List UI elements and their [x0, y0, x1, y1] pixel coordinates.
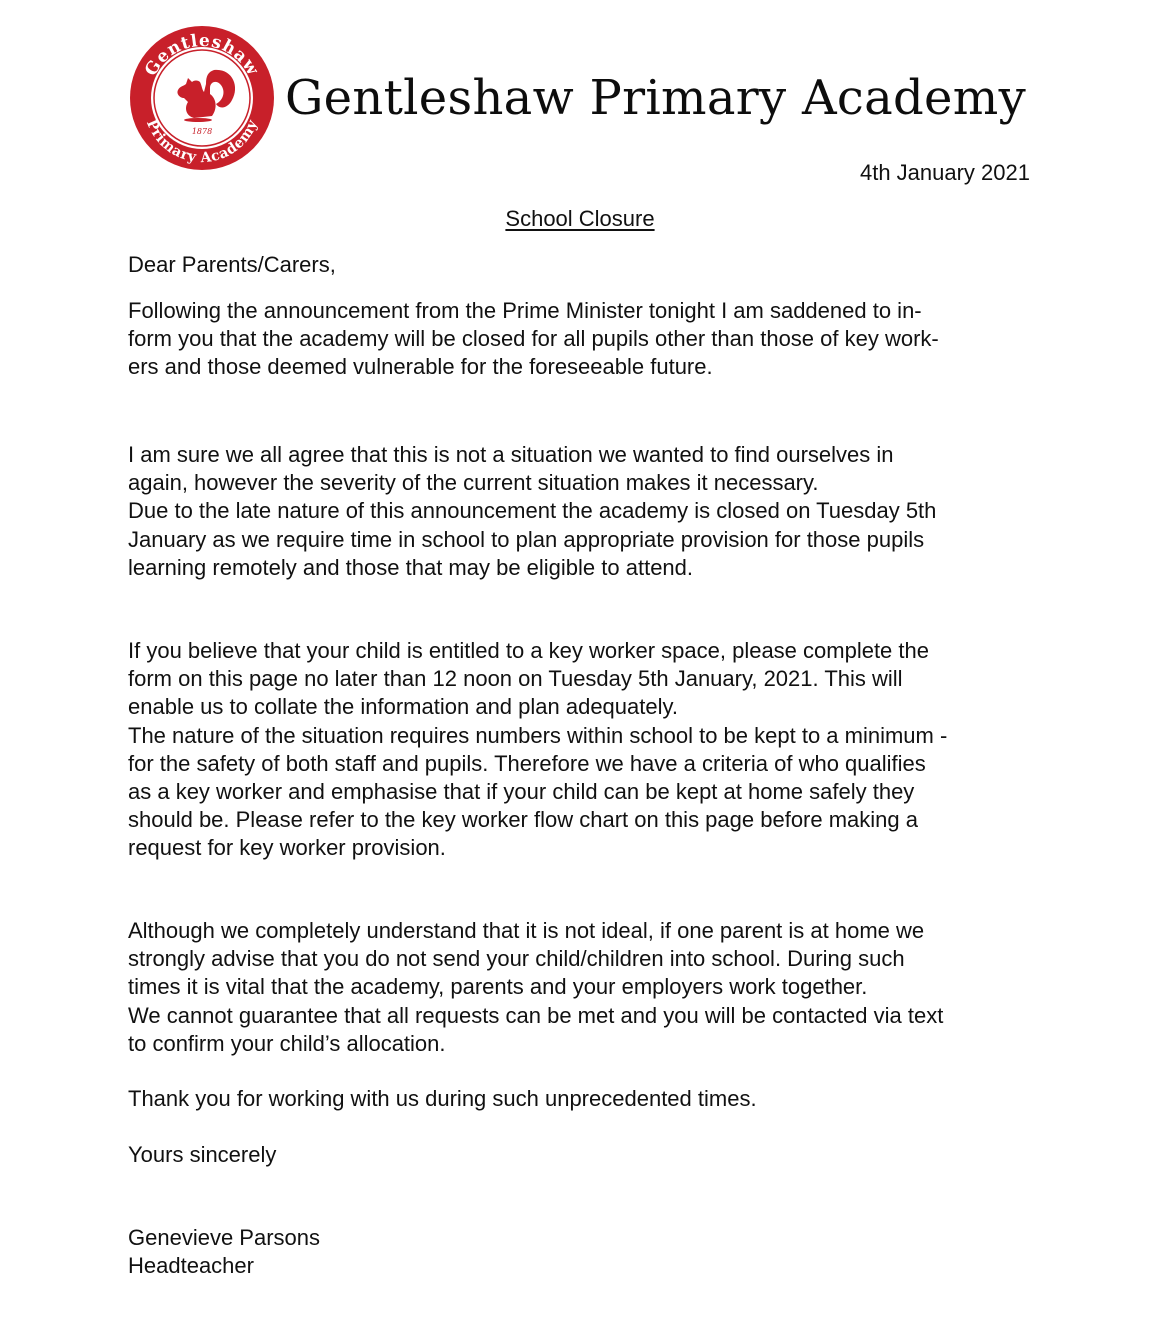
- paragraph-late-announcement: I am sure we all agree that this is not a situation we wanted to find ourselves in again, however the severity of the current situation makes it necessary. Due to the late nature of this announcement the academy is closed on Tuesday 5th January as we require time in school to plan appropriate provision for those pupils learning remotely and those that may be eligible to attend.: [128, 442, 937, 580]
- letter-subject: [0, 204, 1160, 234]
- closing: Yours sincerely: [128, 1142, 277, 1167]
- letter-date: 4th January 2021: [859, 160, 1030, 185]
- paragraph-thank-you: Thank you for working with us during such unprecedented times.: [128, 1086, 757, 1111]
- paragraph-key-worker-space: If you believe that your child is entitled to a key worker space, please complete the form on this page no later than 12 noon on Tuesday 5th January, 2021. This will enable us to collate the information and plan adequately. The nature of the situation requires numbers within school to be kept to a minimum - for the safety of both staff and pupils. Therefore we have a criteria of who qualifies as a key worker and emphasise that if your child can be kept at home safely they should be. Please refer to the key worker flow chart on this page before making a request for key worker provision.: [128, 638, 948, 861]
- signatory-name: Genevieve Parsons: [128, 1225, 320, 1250]
- signatory-title: Headteacher: [128, 1253, 254, 1278]
- logo-year: 1878: [191, 127, 213, 136]
- logo-top-text: Gentleshaw: [141, 30, 263, 80]
- salutation: Dear Parents/Carers,: [128, 252, 336, 277]
- paragraph-parent-at-home: Although we completely understand that it is not ideal, if one parent is at home we strongly advise that you do not send your child/children into school. During such times it is vital that the academy, parents and your employers work together. We cannot guarantee that all requests can be met and you will be contacted via text to confirm your child’s allocation.: [128, 918, 944, 1056]
- paragraph-closure-announcement: Following the announcement from the Prime Minister tonight I am saddened to in- form you that the academy will be closed for all pupils other than those of key work- ers and those deemed vulnerable for the foreseeable future.: [128, 298, 939, 380]
- logo-bottom-text: Primary Academy: [142, 117, 261, 167]
- school-logo: [128, 24, 276, 172]
- letter-subject-text: School Closure: [505, 206, 655, 231]
- school-name: Gentleshaw Primary Academy: [285, 70, 1026, 126]
